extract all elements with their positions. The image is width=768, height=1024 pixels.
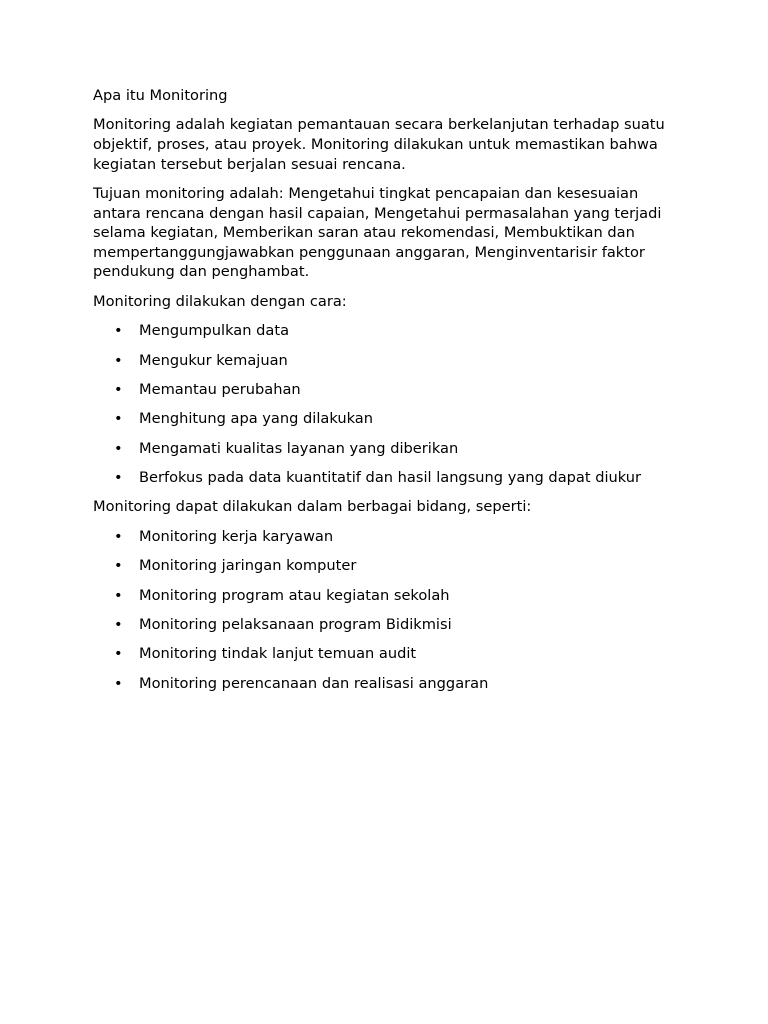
methods-list	[93, 321, 676, 488]
bullet-icon: •	[114, 469, 123, 487]
bullet-icon: •	[114, 616, 123, 634]
document-title: Apa itu Monitoring	[93, 87, 228, 104]
bullet-icon: •	[114, 410, 123, 428]
list-item	[93, 615, 676, 635]
list-item-text: Monitoring kerja karyawan	[139, 527, 334, 545]
list-item	[93, 409, 676, 429]
bullet-icon: •	[114, 645, 123, 663]
bullet-icon: •	[114, 674, 123, 692]
bullet-icon: •	[114, 351, 123, 369]
list-item-text: Mengumpulkan data	[139, 322, 290, 340]
fields-intro: Monitoring dapat dilakukan dalam berbagai bidang, seperti:	[93, 498, 532, 516]
list-item-text: Monitoring tindak lanjut temuan audit	[139, 645, 417, 663]
list-item-text: Berfokus pada data kuantitatif dan hasil langsung yang dapat diukur	[139, 469, 642, 487]
bullet-icon: •	[114, 557, 123, 575]
list-item-text: Menghitung apa yang dilakukan	[139, 410, 373, 428]
list-item	[93, 380, 676, 400]
list-item	[93, 321, 676, 341]
list-item-text: Mengukur kemajuan	[139, 351, 288, 369]
bullet-icon: •	[114, 439, 123, 457]
list-item	[93, 527, 676, 547]
purpose-paragraph: Tujuan monitoring adalah: Mengetahui tingkat pencapaian dan kesesuaian antara rencana dengan hasil capaian, Mengetahui permasalahan yang terjadi selama kegiatan, Memberikan saran atau rekomendasi, Membuktikan dan mempertanggungjawabkan penggunaan anggaran, Menginventarisir faktor pendukung dan penghambat.	[93, 184, 662, 281]
list-item-text: Memantau perubahan	[139, 380, 301, 398]
bullet-icon: •	[114, 527, 123, 545]
bullet-icon: •	[114, 586, 123, 604]
list-item	[93, 644, 676, 664]
list-item	[93, 468, 676, 488]
list-item-text: Monitoring perencanaan dan realisasi anggaran	[139, 674, 489, 692]
bullet-icon: •	[114, 380, 123, 398]
list-item	[93, 439, 676, 459]
methods-intro: Monitoring dilakukan dengan cara:	[93, 292, 347, 310]
list-item	[93, 556, 676, 576]
fields-list	[93, 527, 676, 694]
list-item-text: Monitoring jaringan komputer	[139, 557, 357, 575]
list-item-text: Mengamati kualitas layanan yang diberikan	[139, 439, 459, 457]
bullet-icon: •	[114, 322, 123, 340]
list-item	[93, 586, 676, 606]
list-item-text: Monitoring pelaksanaan program Bidikmisi	[139, 616, 452, 634]
list-item	[93, 674, 676, 694]
list-item-text: Monitoring program atau kegiatan sekolah	[139, 586, 450, 604]
definition-paragraph: Monitoring adalah kegiatan pemantauan secara berkelanjutan terhadap suatu objektif, proses, atau proyek. Monitoring dilakukan untuk memastikan bahwa kegiatan tersebut berjalan sesuai rencana.	[93, 116, 665, 173]
list-item	[93, 351, 676, 371]
